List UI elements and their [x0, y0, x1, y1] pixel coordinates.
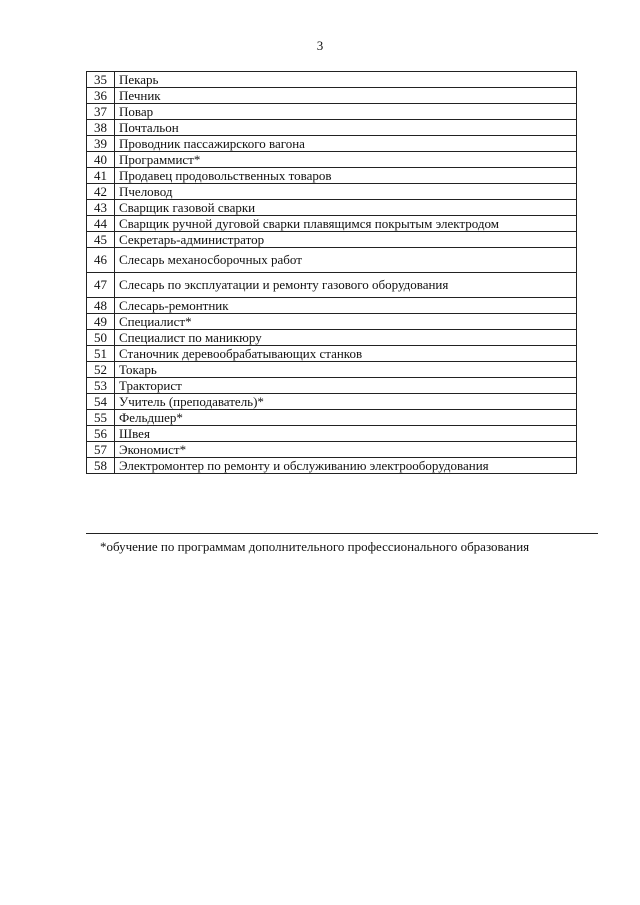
- row-number: 49: [87, 314, 115, 330]
- table-row: [87, 346, 577, 362]
- row-number: 36: [87, 88, 115, 104]
- profession-name: Тракторист: [115, 378, 577, 394]
- profession-name: Печник: [115, 88, 577, 104]
- row-number: 37: [87, 104, 115, 120]
- table-row: [87, 120, 577, 136]
- profession-name: Сварщик ручной дуговой сварки плавящимся покрытым электродом: [115, 216, 577, 232]
- footnote-divider: [86, 533, 598, 534]
- profession-name: Станочник деревообрабатывающих станков: [115, 346, 577, 362]
- table-row: [87, 136, 577, 152]
- row-number: 48: [87, 298, 115, 314]
- row-number: 47: [87, 273, 115, 298]
- row-number: 42: [87, 184, 115, 200]
- row-number: 56: [87, 426, 115, 442]
- row-number: 39: [87, 136, 115, 152]
- table-row: [87, 216, 577, 232]
- profession-name: Сварщик газовой сварки: [115, 200, 577, 216]
- profession-name: Экономист*: [115, 442, 577, 458]
- table-row: [87, 394, 577, 410]
- profession-name: Слесарь-ремонтник: [115, 298, 577, 314]
- row-number: 46: [87, 248, 115, 273]
- profession-name: Слесарь по эксплуатации и ремонту газового оборудования: [115, 273, 577, 298]
- row-number: 58: [87, 458, 115, 474]
- profession-name: Специалист по маникюру: [115, 330, 577, 346]
- table-row: [87, 168, 577, 184]
- profession-name: Слесарь механосборочных работ: [115, 248, 577, 273]
- profession-name: Пчеловод: [115, 184, 577, 200]
- row-number: 35: [87, 72, 115, 88]
- table-row: [87, 426, 577, 442]
- row-number: 45: [87, 232, 115, 248]
- table-row: [87, 314, 577, 330]
- row-number: 52: [87, 362, 115, 378]
- profession-name: Токарь: [115, 362, 577, 378]
- profession-name: Почтальон: [115, 120, 577, 136]
- row-number: 38: [87, 120, 115, 136]
- row-number: 44: [87, 216, 115, 232]
- table-row: [87, 410, 577, 426]
- table-row: [87, 248, 577, 273]
- table-row: [87, 298, 577, 314]
- profession-name: Программист*: [115, 152, 577, 168]
- table-row: [87, 362, 577, 378]
- row-number: 41: [87, 168, 115, 184]
- table-row: [87, 273, 577, 298]
- profession-name: Электромонтер по ремонту и обслуживанию электрооборудования: [115, 458, 577, 474]
- table-row: [87, 184, 577, 200]
- table-row: [87, 72, 577, 88]
- table-row: [87, 104, 577, 120]
- row-number: 57: [87, 442, 115, 458]
- footnote: *обучение по программам дополнительного профессионального образования: [100, 539, 530, 554]
- table-row: [87, 458, 577, 474]
- row-number: 51: [87, 346, 115, 362]
- table-row: [87, 442, 577, 458]
- table-row: [87, 88, 577, 104]
- profession-name: Проводник пассажирского вагона: [115, 136, 577, 152]
- profession-name: Продавец продовольственных товаров: [115, 168, 577, 184]
- row-number: 50: [87, 330, 115, 346]
- professions-table: [86, 71, 577, 474]
- table-row: [87, 330, 577, 346]
- table-row: [87, 152, 577, 168]
- row-number: 55: [87, 410, 115, 426]
- profession-name: Специалист*: [115, 314, 577, 330]
- row-number: 40: [87, 152, 115, 168]
- profession-name: Швея: [115, 426, 577, 442]
- table-row: [87, 232, 577, 248]
- table-row: [87, 378, 577, 394]
- profession-name: Секретарь-администратор: [115, 232, 577, 248]
- row-number: 54: [87, 394, 115, 410]
- profession-name: Повар: [115, 104, 577, 120]
- profession-name: Пекарь: [115, 72, 577, 88]
- professions-table-body: [87, 72, 577, 474]
- row-number: 53: [87, 378, 115, 394]
- profession-name: Фельдшер*: [115, 410, 577, 426]
- page-number: 3: [316, 38, 324, 53]
- profession-name: Учитель (преподаватель)*: [115, 394, 577, 410]
- table-row: [87, 200, 577, 216]
- row-number: 43: [87, 200, 115, 216]
